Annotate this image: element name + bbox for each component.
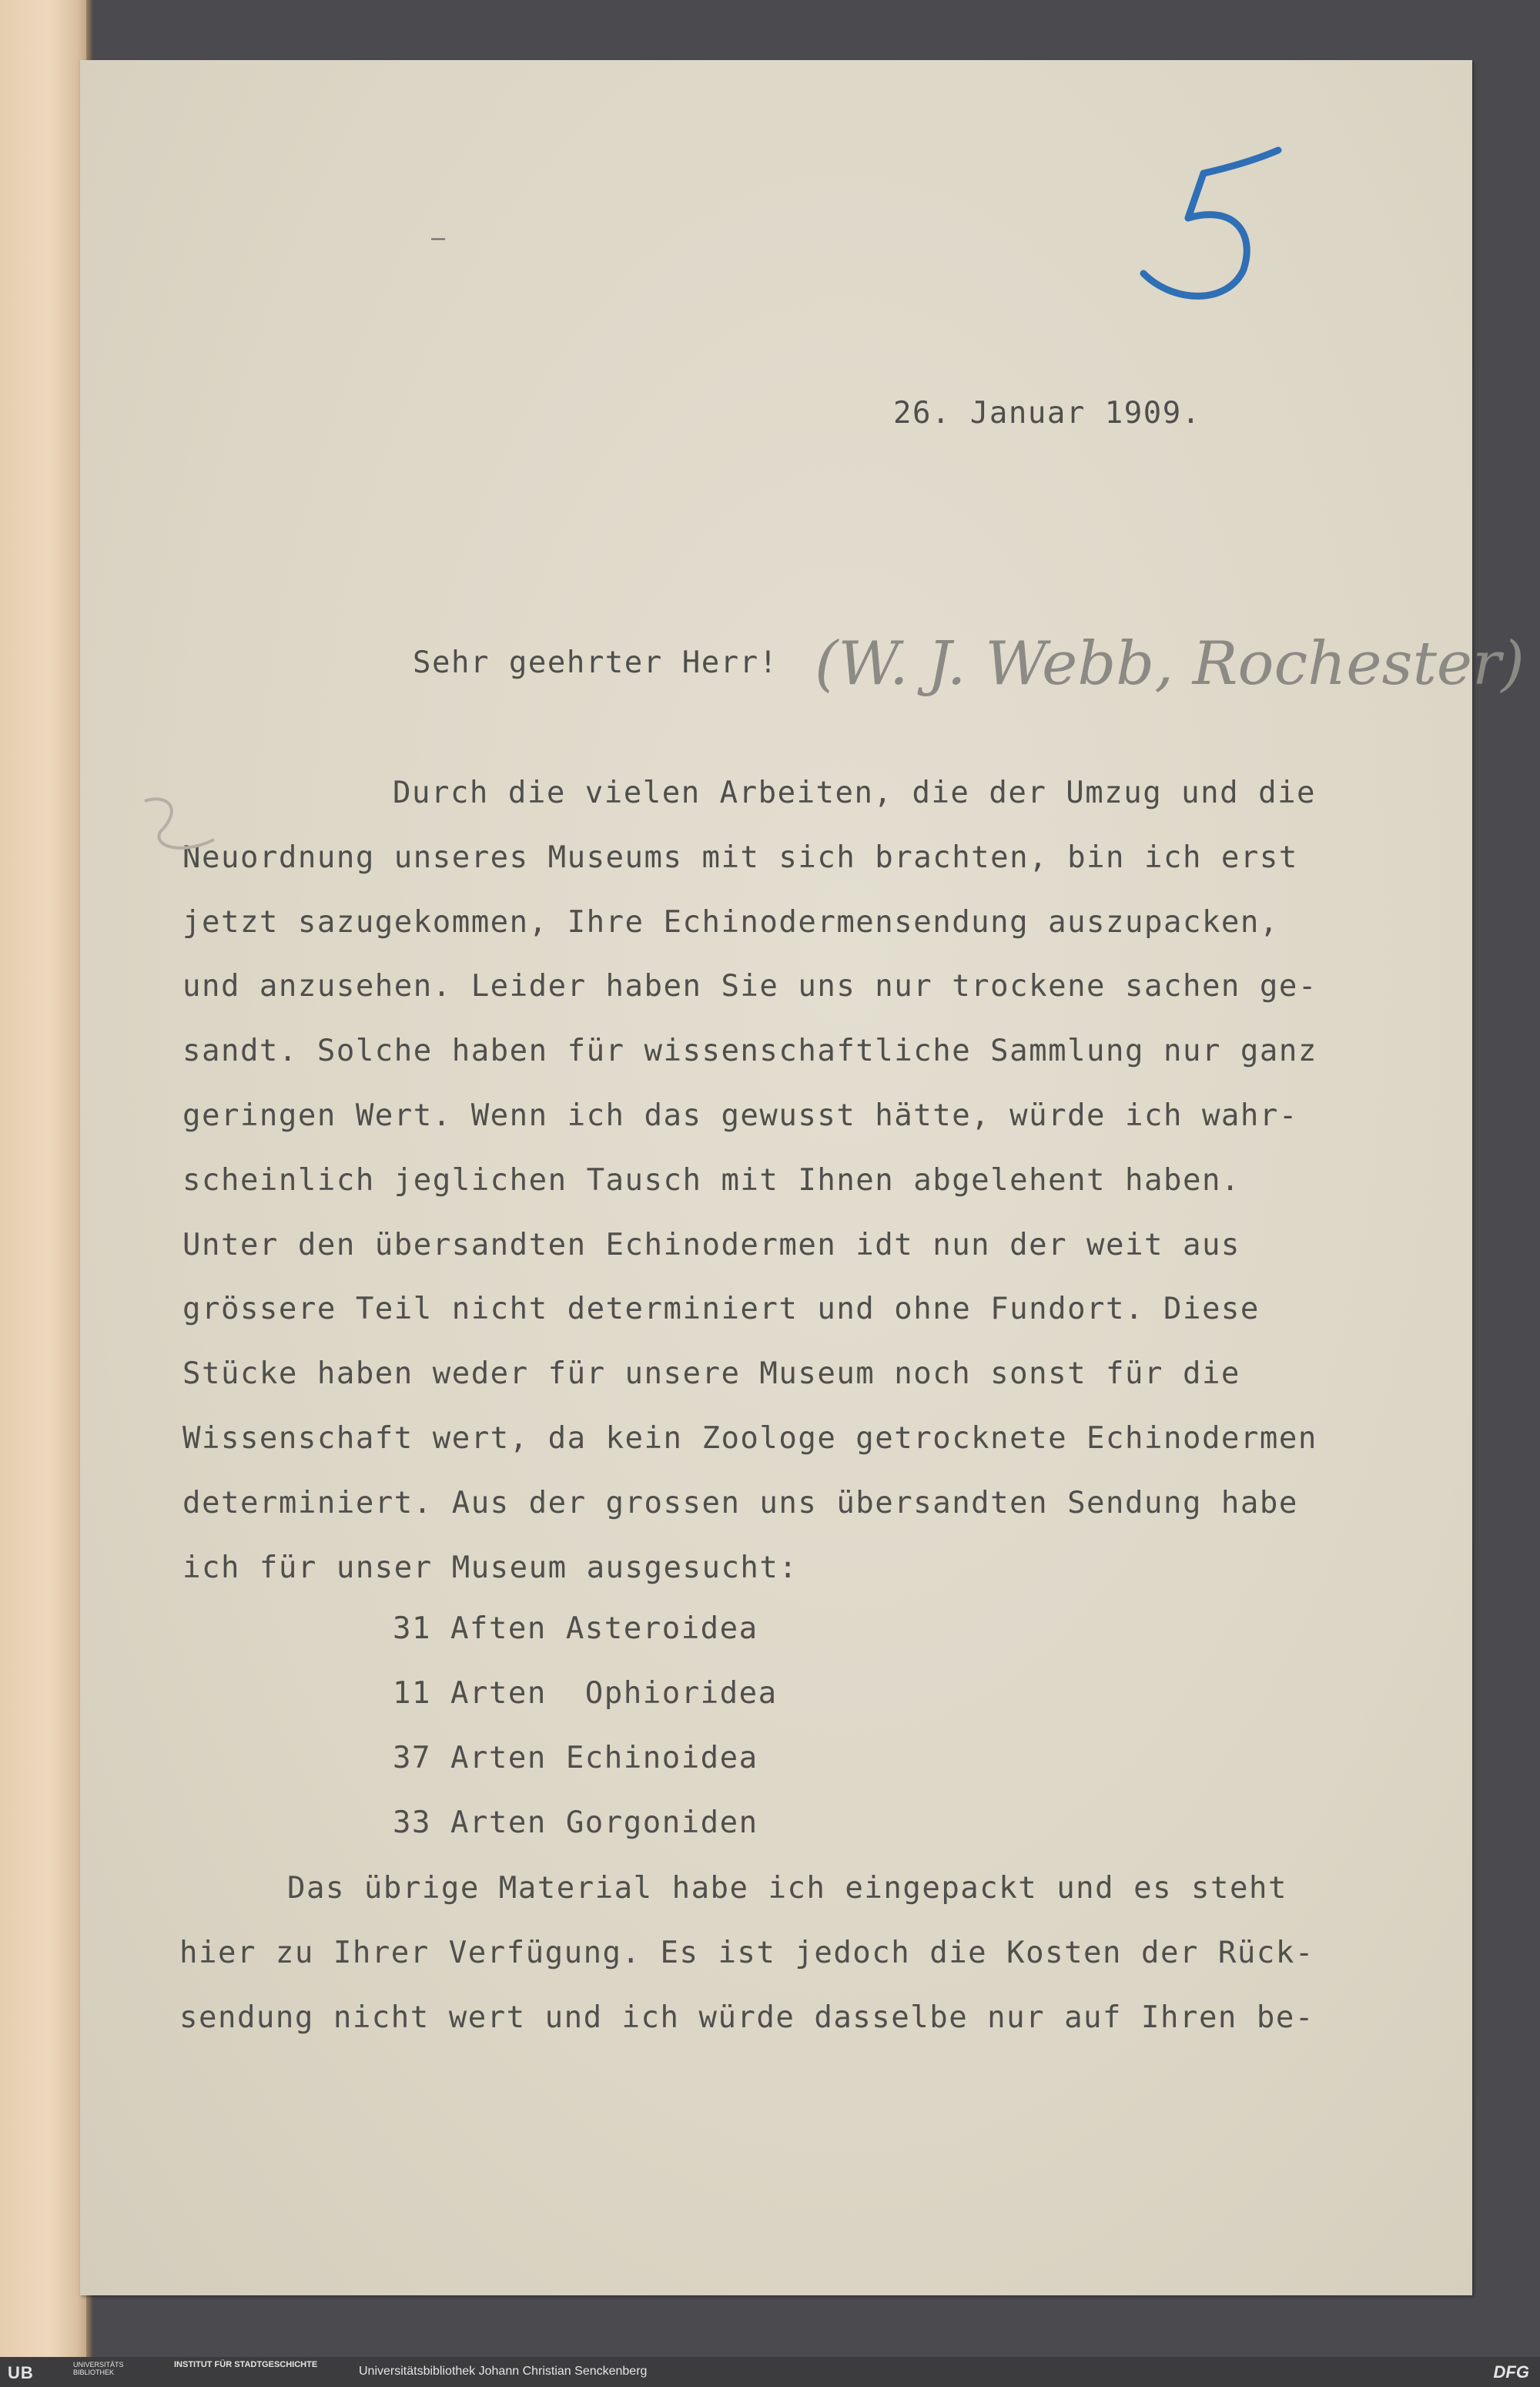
pencil-annotation — [807, 608, 1525, 724]
stray-mark: — — [431, 225, 446, 252]
left-facing-page — [0, 0, 91, 2357]
body-line: determiniert. Aus der grossen uns übersandten Sendung habe — [182, 1485, 1298, 1520]
body-line: geringen Wert. Wenn ich das gewusst hätte, würde ich wahr- — [182, 1098, 1298, 1133]
closing-line: Das übrige Material habe ich eingepackt und es steht — [287, 1871, 1287, 1906]
ub-logo-subtitle: UNIVERSITÄTS BIBLIOTHEK — [73, 2361, 124, 2376]
body-line: und anzusehen. Leider haben Sie uns nur trockene sachen ge- — [182, 969, 1317, 1004]
body-line: Neuordnung unseres Museums mit sich brachten, bin ich erst — [182, 840, 1298, 875]
closing-line: sendung nicht wert und ich würde dasselbe nur auf Ihren be- — [179, 2000, 1314, 2035]
letter-date: 26. Januar 1909. — [893, 396, 1201, 431]
list-item-line: 31 Aften Asteroidea — [393, 1611, 758, 1646]
body-line: Unter den übersandten Echinodermen idt nun der weit aus — [182, 1227, 1240, 1262]
body-line: Wissenschaft wert, da kein Zoologe getrocknete Echinodermen — [182, 1421, 1317, 1456]
dfg-logo: DFG — [1493, 2362, 1529, 2382]
institute-logo: INSTITUT FÜR STADTGESCHICHTE — [174, 2360, 318, 2369]
pencil-annotation-text: (W. J. Webb, Rochester) — [815, 629, 1525, 699]
body-line: grössere Teil nicht determiniert und ohne Fundort. Diese — [182, 1292, 1260, 1327]
body-line: ich für unser Museum ausgesucht: — [182, 1550, 798, 1585]
library-name: Universitätsbibliothek Johann Christian Senckenberg — [359, 2365, 648, 2378]
body-line: sandt. Solche haben für wissenschaftliche Sammlung nur ganz — [182, 1034, 1317, 1069]
list-item-line: 11 Arten Ophioridea — [393, 1676, 778, 1711]
closing-line: hier zu Ihrer Verfügung. Es ist jedoch die Kosten der Rück- — [179, 1936, 1314, 1970]
footer-bar — [0, 2357, 1540, 2387]
body-line: scheinlich jeglichen Tausch mit Ihnen abgelehent haben. — [182, 1162, 1240, 1198]
salutation: Sehr geehrter Herr! — [413, 645, 778, 680]
list-item-line: 37 Arten Echinoidea — [393, 1741, 758, 1775]
margin-pencil-mark — [137, 786, 229, 870]
body-line: Durch die vielen Arbeiten, die der Umzug und die — [393, 776, 1317, 810]
handwritten-page-number — [1120, 127, 1290, 312]
body-line: jetzt sazugekommen, Ihre Echinodermensendung auszupacken, — [182, 904, 1279, 940]
ub-logo: UB — [8, 2363, 34, 2382]
list-item-line: 33 Arten Gorgoniden — [393, 1805, 758, 1840]
body-line: Stücke haben weder für unsere Museum noch sonst für die — [182, 1356, 1240, 1392]
